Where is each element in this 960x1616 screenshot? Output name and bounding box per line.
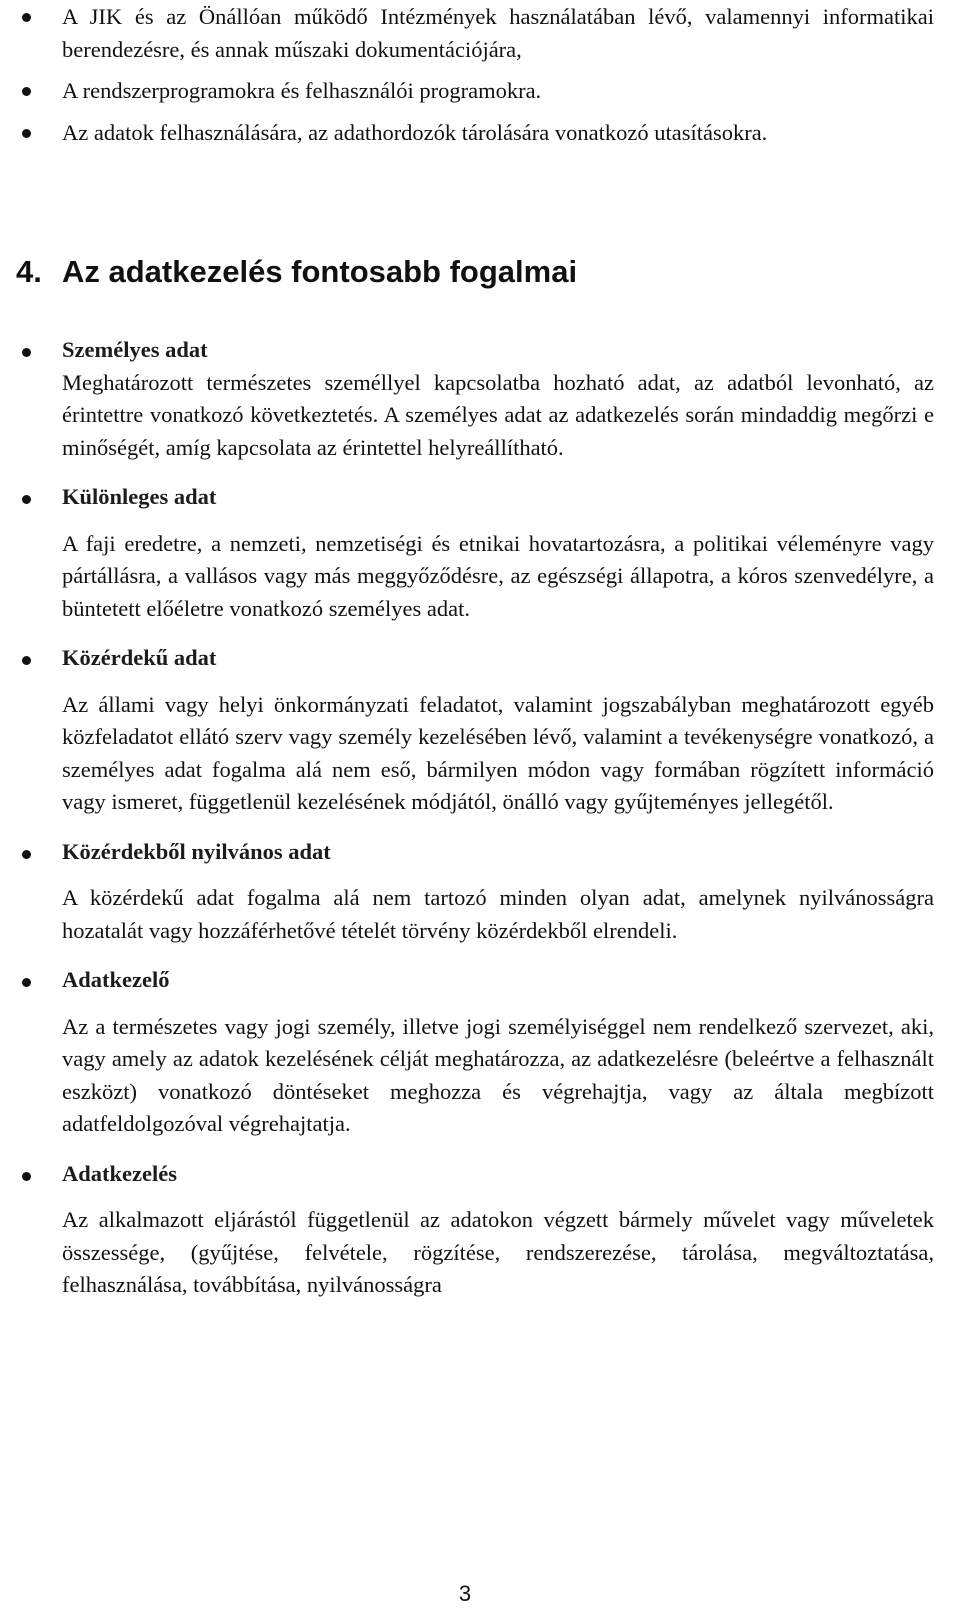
section-title: Az adatkezelés fontosabb fogalmai <box>62 254 578 289</box>
list-item <box>0 1 960 66</box>
definition-item <box>0 836 960 948</box>
definition-text: A közérdekű adat fogalma alá nem tartozó minden olyan adat, amelynek nyilvánosságra hozatalát vagy hozzáférhetővé tételét törvény közérdekből elrendeli. <box>62 885 934 943</box>
bullet-icon <box>22 348 31 357</box>
bullet-icon <box>22 129 31 138</box>
bullet-icon <box>22 13 31 22</box>
definition-text: Az állami vagy helyi önkormányzati feladatot, valamint jogszabályban meghatározott egyéb közfeladatot ellátó szerv vagy személy kezelésében lévő, valamint a tevékenységre vonatkozó, a személyes adat fogalma alá nem eső, bármilyen módon vagy formában rögzített információ vagy ismeret, függetlenül kezelésének módjától, önálló vagy gyűjteményes jellegétől. <box>62 691 934 814</box>
definition-term: Adatkezelés <box>62 1160 177 1186</box>
list-item-text: A JIK és az Önállóan működő Intézmények használatában lévő, valamennyi informatikai berendezésre, és annak műszaki dokumentációjára, <box>62 4 934 62</box>
definition-text: Az a természetes vagy jogi személy, illetve jogi személyiséggel nem rendelkező szervezet, aki, vagy amely az adatok kezelésének célját meghatározza, az adatkezelésre (beleértve a felhasznált eszközt) vonatkozó döntéseket meghozza és végrehajtja, vagy az általa megbízott adatfeldolgozóval végrehajtatja. <box>62 1013 934 1136</box>
definition-item <box>0 1158 960 1302</box>
bullet-icon <box>22 850 31 859</box>
definition-term: Közérdekű adat <box>62 645 217 670</box>
section-number: 4. <box>16 254 42 289</box>
definition-text: Az alkalmazott eljárástól függetlenül az adatokon végzett bármely művelet vagy műveletek összessége, (gyűjtése, felvétele, rögzítése, rendszerezése, tárolása, megváltoztatása, felhasználása, továbbítása, nyilvánosságra <box>62 1207 934 1297</box>
definition-item <box>0 334 960 464</box>
section-heading <box>16 252 577 292</box>
definition-item <box>0 481 960 625</box>
list-item-text: Az adatok felhasználására, az adathordozók tárolására vonatkozó utasításokra. <box>62 119 768 145</box>
definition-item <box>0 642 960 819</box>
list-item-text: A rendszerprogramokra és felhasználói programokra. <box>62 78 542 103</box>
intro-bullet-list <box>0 1 960 158</box>
definition-term: Különleges adat <box>62 484 217 509</box>
definition-item <box>0 964 960 1141</box>
definition-term: Személyes adat <box>62 337 208 362</box>
bullet-icon <box>22 87 31 96</box>
bullet-icon <box>22 656 31 665</box>
definition-term: Adatkezelő <box>62 967 170 992</box>
list-item <box>0 75 960 108</box>
list-item <box>0 117 960 150</box>
bullet-icon <box>22 978 31 987</box>
definition-list <box>0 334 960 1319</box>
page-number: 3 <box>458 1581 472 1606</box>
bullet-icon <box>22 1172 31 1181</box>
definition-term: Közérdekből nyilvános adat <box>62 838 331 864</box>
definition-text: Meghatározott természetes személlyel kapcsolatba hozható adat, az adatból levonható, az érintettre vonatkozó következtetés. A személyes adat az adatkezelés során mindaddig megőrzi e minőségét, amíg kapcsolata az érintettel helyreállítható. <box>62 369 934 460</box>
bullet-icon <box>22 495 31 504</box>
definition-text: A faji eredetre, a nemzeti, nemzetiségi és etnikai hovatartozásra, a politikai véleményre vagy pártállásra, a vallásos vagy más meggyőződésre, az egészségi állapotra, a kóros szenvedélyre, a büntetett előéletre vonatkozó személyes adat. <box>62 530 934 621</box>
